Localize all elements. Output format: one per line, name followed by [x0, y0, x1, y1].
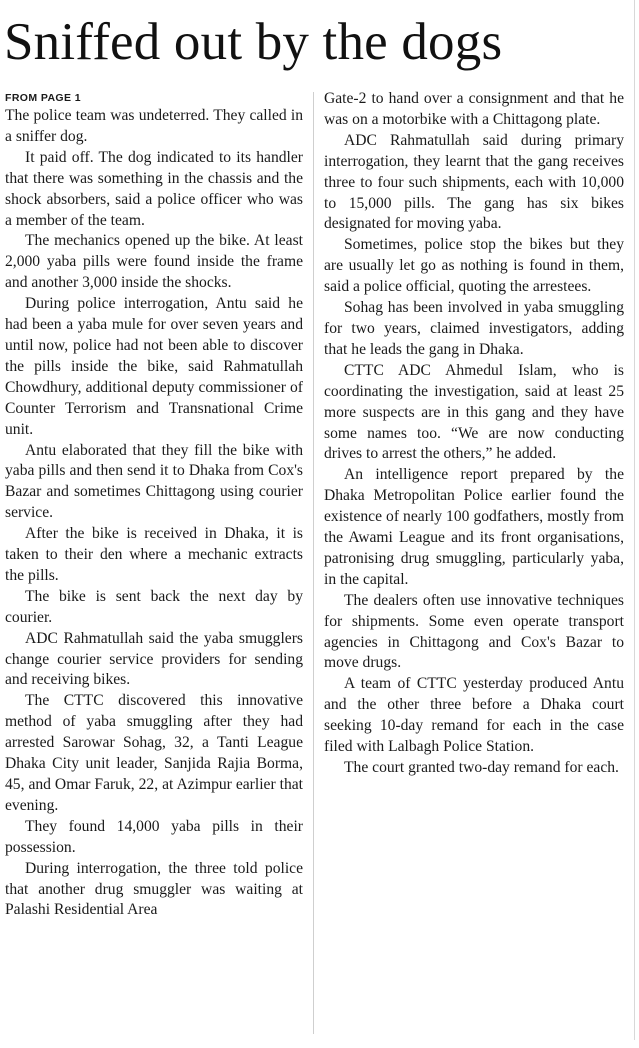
- paragraph: They found 14,000 yaba pills in their possession.: [5, 817, 303, 856]
- paragraph: The dealers often use innovative techniques for shipments. Some even operate transport agencies in Chittagong and Cox's Bazar to move drugs.: [324, 591, 624, 672]
- headline: Sniffed out by the dogs: [4, 13, 503, 71]
- column-rule: [313, 92, 314, 1034]
- article-column-right: [324, 89, 624, 779]
- paragraph: Antu elaborated that they fill the bike with yaba pills and then send it to Dhaka from Cox's Bazar and sometimes Chittagong using courier service.: [5, 441, 303, 522]
- paragraph: During interrogation, the three told police that another drug smuggler was waiting at Palashi Residential Area: [5, 859, 303, 919]
- paragraph: The court granted two-day remand for each.: [344, 759, 619, 776]
- paragraph: CTTC ADC Ahmedul Islam, who is coordinating the investigation, said at least 25 more suspects are in this gang and they have some names too. “We are now conducting drives to arrest the others,” he added.: [324, 361, 624, 463]
- paragraph: The police team was undeterred. They called in a sniffer dog.: [5, 107, 303, 145]
- jump-kicker: FROM PAGE 1: [5, 92, 81, 104]
- paragraph: Sohag has been involved in yaba smuggling for two years, claimed investigators, adding that he leads the gang in Dhaka.: [324, 299, 624, 358]
- paragraph-continuation: Gate-2 to hand over a consignment and that he was on a motorbike with a Chittagong plate.: [324, 90, 624, 128]
- paragraph: ADC Rahmatullah said during primary interrogation, they learnt that the gang receives three to four such shipments, each with 10,000 to 15,000 pills. The gang has six bikes designated for moving yaba.: [324, 131, 624, 233]
- paragraph: The mechanics opened up the bike. At least 2,000 yaba pills were found inside the frame and another 3,000 inside the shocks.: [5, 232, 303, 292]
- article-column-left: [5, 89, 303, 921]
- paragraph: Sometimes, police stop the bikes but they are usually let go as nothing is found in them, said a police official, quoting the arrestees.: [324, 236, 624, 296]
- paragraph: An intelligence report prepared by the Dhaka Metropolitan Police earlier found the existence of nearly 100 godfathers, mostly from the Awami League and its front organisations, patronising drug smuggling, particularly yaba, in the capital.: [324, 466, 624, 588]
- paragraph: The CTTC discovered this innovative method of yaba smuggling after they had arrested Sarowar Sohag, 32, a Tanti League Dhaka City unit leader, Sanjida Rajia Borma, 45, and Omar Faruk, 22, at Azimpur earlier that evening.: [5, 692, 303, 814]
- paragraph: During police interrogation, Antu said he had been a yaba mule for over seven years and until now, police had not been able to discover the pills inside the bike, said Rahmatullah Chowdhury, additional deputy commissioner of Counter Terrorism and Transnational Crime unit.: [5, 295, 303, 438]
- paragraph: It paid off. The dog indicated to its handler that there was something in the chassis and the shock absorbers, said a police officer who was a member of the team.: [5, 148, 303, 229]
- paragraph: After the bike is received in Dhaka, it is taken to their den where a mechanic extracts the pills.: [5, 525, 303, 584]
- paragraph: ADC Rahmatullah said the yaba smugglers change courier service providers for sending and receiving bikes.: [5, 629, 303, 689]
- paragraph: The bike is sent back the next day by courier.: [5, 587, 303, 626]
- paragraph: A team of CTTC yesterday produced Antu and the other three before a Dhaka court seeking 10-day remand for each in the case filed with Lalbagh Police Station.: [324, 675, 624, 756]
- clipping-edge: [634, 0, 635, 1040]
